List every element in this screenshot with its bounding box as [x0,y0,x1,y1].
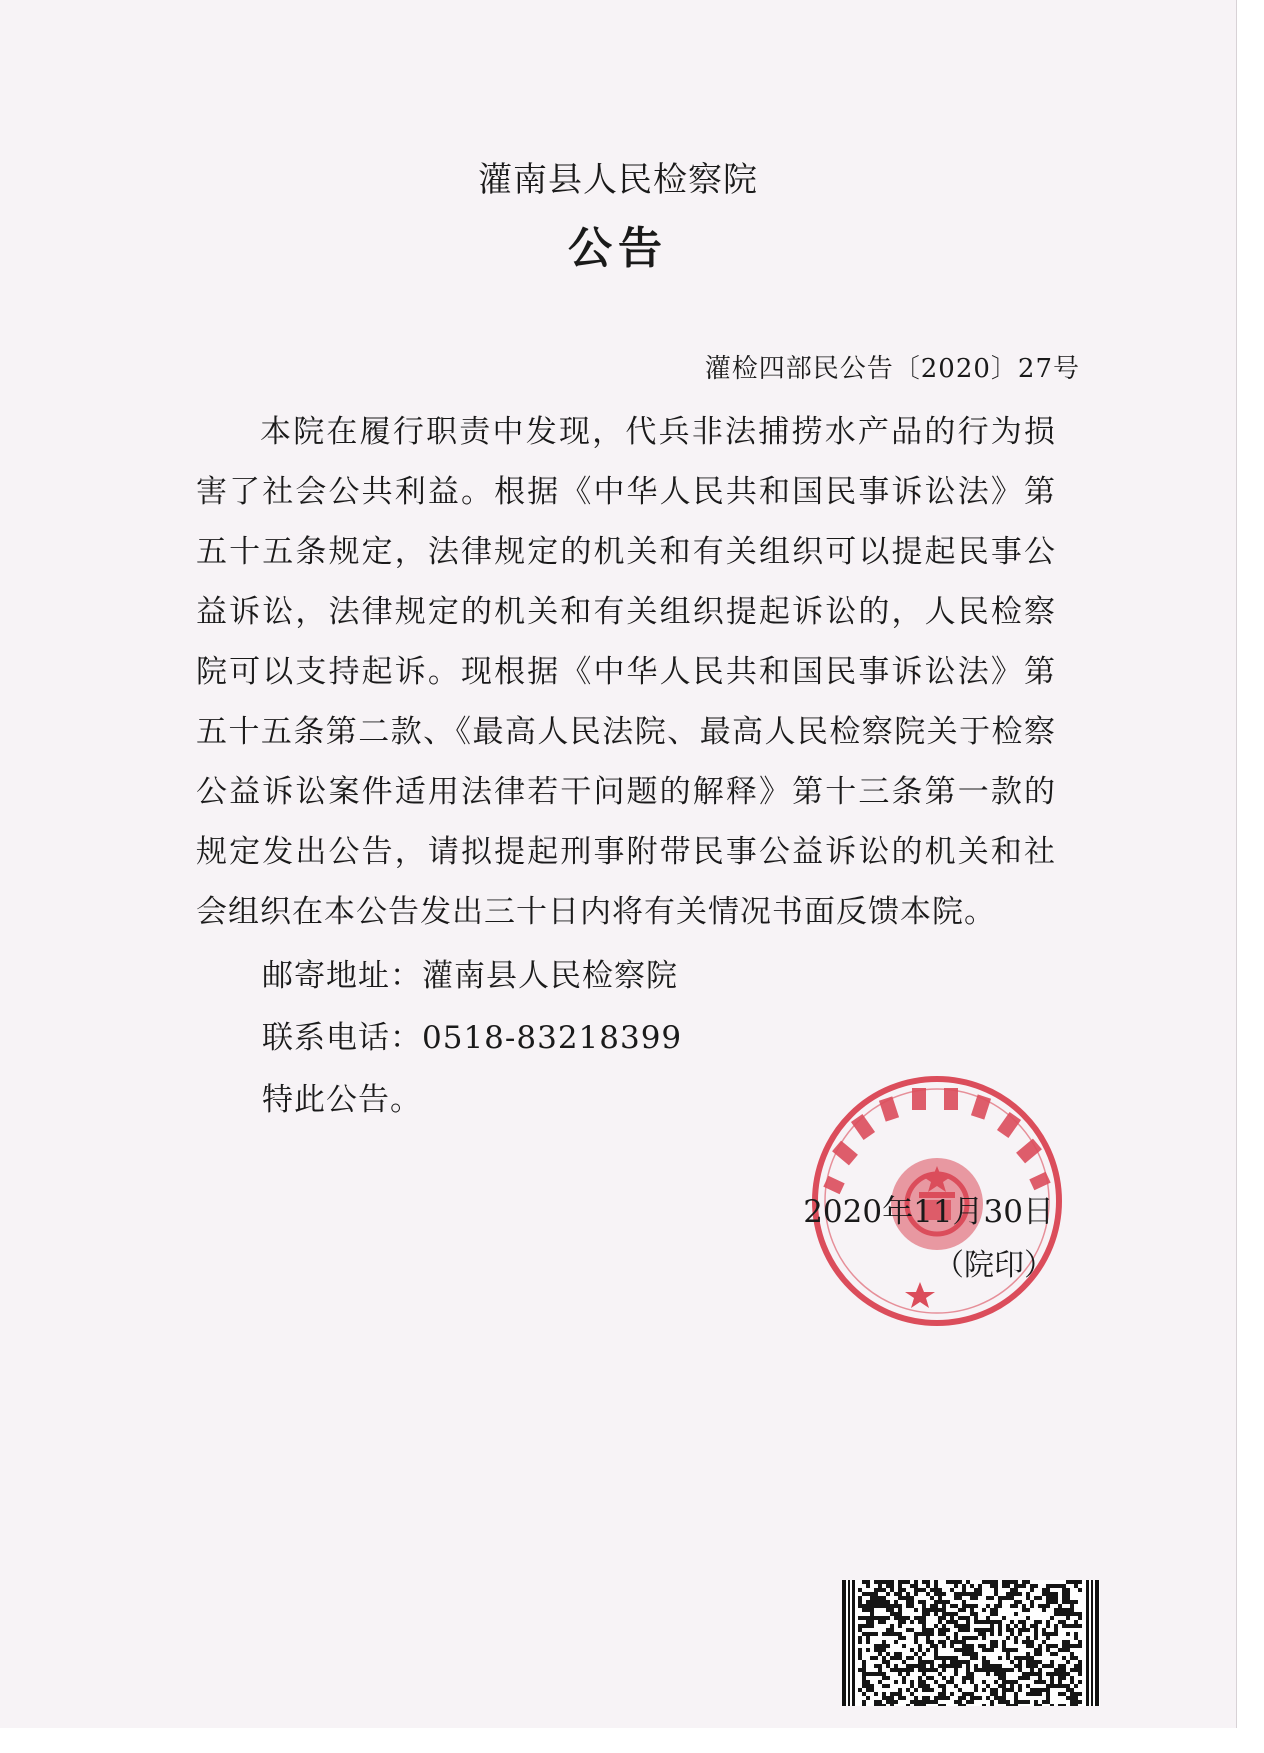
document-number: 灌检四部民公告〔2020〕27号 [704,354,1080,384]
seal-note: （院印） [934,1248,1054,1283]
notice-body-paragraph: 本院在履行职责中发现，代兵非法捕捞水产品的行为损害了社会公共利益。根据《中华人民共和国民事诉讼法》第五十五条规定，法律规定的机关和有关组织可以提起民事公益诉讼，法律规定的机关和有关组织提起诉讼的，人民检察院可以支持起诉。现根据《中华人民共和国民事诉讼法》第五十五条第二款、《最高人民法院、最高人民检察院关于检察公益诉讼案件适用法律若干问题的解释》第十三条第一款的规定发出公告，请拟提起刑事附带民事公益诉讼的机关和社会组织在本公告发出三十日内将有关情况书面反馈本院。 [196,414,1056,930]
contact-phone: 联系电话：0518-83218399 [262,1020,683,1056]
document-title: 公告 [568,223,668,274]
scan-edge-right [1236,0,1264,1753]
mailing-address: 邮寄地址：灌南县人民检察院 [262,958,678,994]
scan-edge-bottom [0,1728,1264,1753]
organization-name: 灌南县人民检察院 [478,160,758,200]
closing-remark: 特此公告。 [262,1082,422,1118]
signature-date: 2020年11月30日 [803,1194,1054,1230]
barcode-icon [842,1580,1100,1706]
